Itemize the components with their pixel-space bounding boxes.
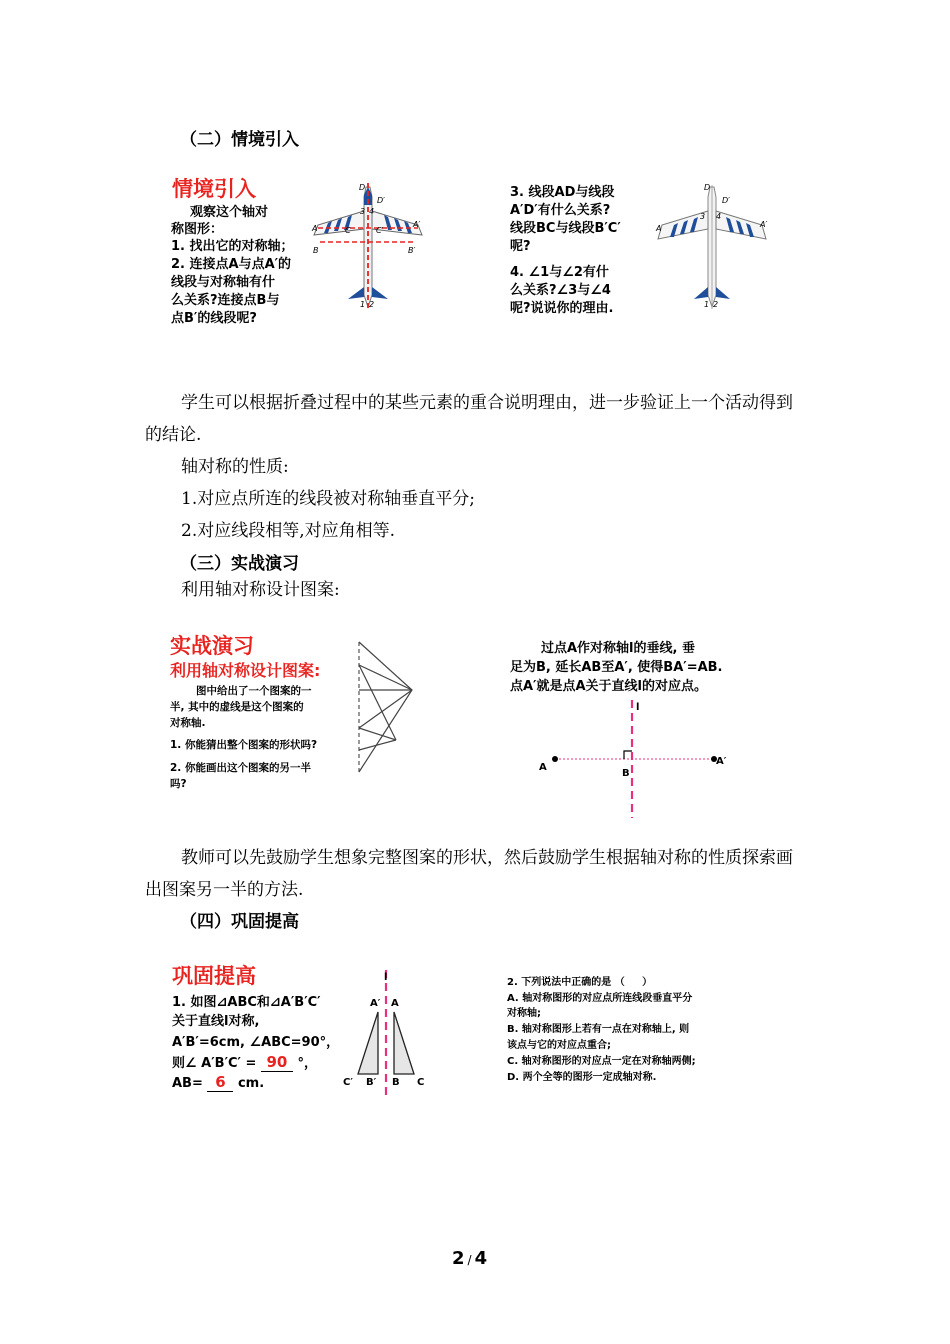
answer-length: 6 <box>207 1073 233 1092</box>
perpendicular-diagram <box>530 700 730 820</box>
page-separator: / <box>467 1253 472 1267</box>
slide-text: 线段与对称轴有什 <box>171 275 276 290</box>
text-prefix: 则∠ A′B′C′ = <box>172 1056 257 1071</box>
slide-subtitle: 利用轴对称设计图案: <box>170 661 321 680</box>
point-label: A′ <box>413 220 421 229</box>
angle-label: 2 <box>713 300 719 309</box>
slide-text-angle <box>172 1053 317 1073</box>
slide-text: 点A′就是点A关于直线l的对应点。 <box>510 679 708 694</box>
slide-text: 呢? <box>510 239 531 254</box>
option-b-cont: 该点与它的对应点重合; <box>507 1040 611 1051</box>
airplane-diagram-right <box>652 183 772 313</box>
property-item-2: 2.对应线段相等,对应角相等. <box>181 521 396 541</box>
option-b: B. 轴对称图形上若有一点在对称轴上, 则 <box>507 1024 690 1035</box>
point-label: D <box>359 183 366 192</box>
angle-label: 4 <box>369 207 375 216</box>
slide-text: 2. 连接点A与点A′的 <box>171 257 292 272</box>
point-label: C <box>417 1077 425 1088</box>
point-label: C′ <box>376 226 384 235</box>
angle-label: 2 <box>369 300 375 309</box>
section-heading-4: （四）巩固提高 <box>180 912 299 932</box>
point-label: A′ <box>716 756 727 767</box>
point-label: B′ <box>366 1077 377 1088</box>
slide-text: 4. ∠1与∠2有什 <box>510 265 609 280</box>
section-heading-2: （二）情境引入 <box>180 130 299 150</box>
slide-text: 线段BC与线段B′C′ <box>510 221 621 236</box>
slide-text: 1. 你能猜出整个图案的形状吗? <box>170 739 318 751</box>
slide-text: 对称轴. <box>170 717 206 729</box>
section-intro: 利用轴对称设计图案: <box>181 580 340 600</box>
slide-text: 吗? <box>170 778 187 790</box>
slide-text: 过点A作对称轴l的垂线, 垂 <box>541 641 695 656</box>
total-pages: 4 <box>474 1248 488 1269</box>
point-label: A <box>391 998 399 1009</box>
slide-title-situation: 情境引入 <box>172 177 256 201</box>
slide-text: 称图形： <box>171 222 224 237</box>
point-label: B <box>313 246 319 255</box>
property-item-1: 1.对应点所连的线段被对称轴垂直平分; <box>181 489 475 509</box>
slide-text: 2. 你能画出这个图案的另一半 <box>170 762 311 774</box>
section-heading-3: （三）实战演习 <box>180 554 299 574</box>
slide-text-length <box>172 1073 264 1093</box>
point-label: D′ <box>377 196 385 205</box>
property-title: 轴对称的性质: <box>181 457 289 477</box>
slide-text: 足为B, 延长AB至A′, 使得BA′=AB. <box>510 660 723 675</box>
slide-text: 1. 找出它的对称轴； <box>171 239 294 254</box>
slide-text: 点B′的线段呢? <box>171 311 257 326</box>
slide-text: 关于直线l对称, <box>172 1014 260 1029</box>
point-label: D′ <box>722 196 730 205</box>
point-label: A′ <box>760 220 768 229</box>
option-a-cont: 对称轴; <box>507 1008 541 1019</box>
option-a: A. 轴对称图形的对应点所连线段垂直平分 <box>507 993 693 1004</box>
slide-text: A′D′有什么关系? <box>510 203 611 218</box>
angle-label: 3 <box>360 207 366 216</box>
text-suffix: cm. <box>237 1076 265 1091</box>
page-number <box>452 1248 487 1269</box>
half-pattern-diagram <box>356 640 416 775</box>
point-label: C′ <box>343 1077 353 1088</box>
slide-text: A′B′=6cm, ∠ABC=90°， <box>172 1035 340 1050</box>
axis-label: l <box>384 972 388 983</box>
slide-text: 么关系?连接点B与 <box>171 293 280 308</box>
point-label: C <box>345 226 351 235</box>
question-text: 2. 下列说法中正确的是 （ ） <box>507 977 653 988</box>
answer-angle: 90 <box>261 1053 293 1072</box>
point-label: A <box>312 224 318 233</box>
slide-text: 呢?说说你的理由. <box>510 301 614 316</box>
point-label: D <box>704 183 711 192</box>
point-label: A <box>539 762 547 773</box>
slide-title-consolidate: 巩固提高 <box>172 964 256 988</box>
option-d: D. 两个全等的图形一定成轴对称. <box>507 1072 657 1083</box>
angle-label: 3 <box>700 212 706 221</box>
text-suffix: °， <box>297 1056 317 1071</box>
point-label: A <box>656 224 662 233</box>
angle-label: 4 <box>716 212 722 221</box>
option-c: C. 轴对称图形的对应点一定在对称轴两侧; <box>507 1056 696 1067</box>
angle-label: 1 <box>360 300 366 309</box>
paragraph-explanation: 学生可以根据折叠过程中的某些元素的重合说明理由，进一步验证上一个活动得到的结论. <box>145 393 793 445</box>
slide-text: 么关系?∠3与∠4 <box>510 283 611 298</box>
point-label: B <box>392 1077 400 1088</box>
axis-label: l <box>636 702 640 713</box>
text-prefix: AB= <box>172 1076 203 1091</box>
point-label: A′ <box>370 998 381 1009</box>
slide-text: 观察这个轴对 <box>190 205 269 220</box>
point-label: B′ <box>408 246 416 255</box>
angle-label: 1 <box>704 300 710 309</box>
slide-text: 1. 如图⊿ABC和⊿A′B′C′ <box>172 995 321 1010</box>
paragraph-teacher: 教师可以先鼓励学生想象完整图案的形状，然后鼓励学生根据轴对称的性质探索画出图案另一半的方法. <box>145 848 793 900</box>
current-page: 2 <box>452 1248 465 1269</box>
slide-title-practice: 实战演习 <box>170 634 254 658</box>
slide-text: 图中给出了一个图案的一 <box>196 685 312 697</box>
slide-text: 3. 线段AD与线段 <box>510 185 615 200</box>
slide-text: 半, 其中的虚线是这个图案的 <box>170 701 304 713</box>
point-label: B <box>622 768 630 779</box>
